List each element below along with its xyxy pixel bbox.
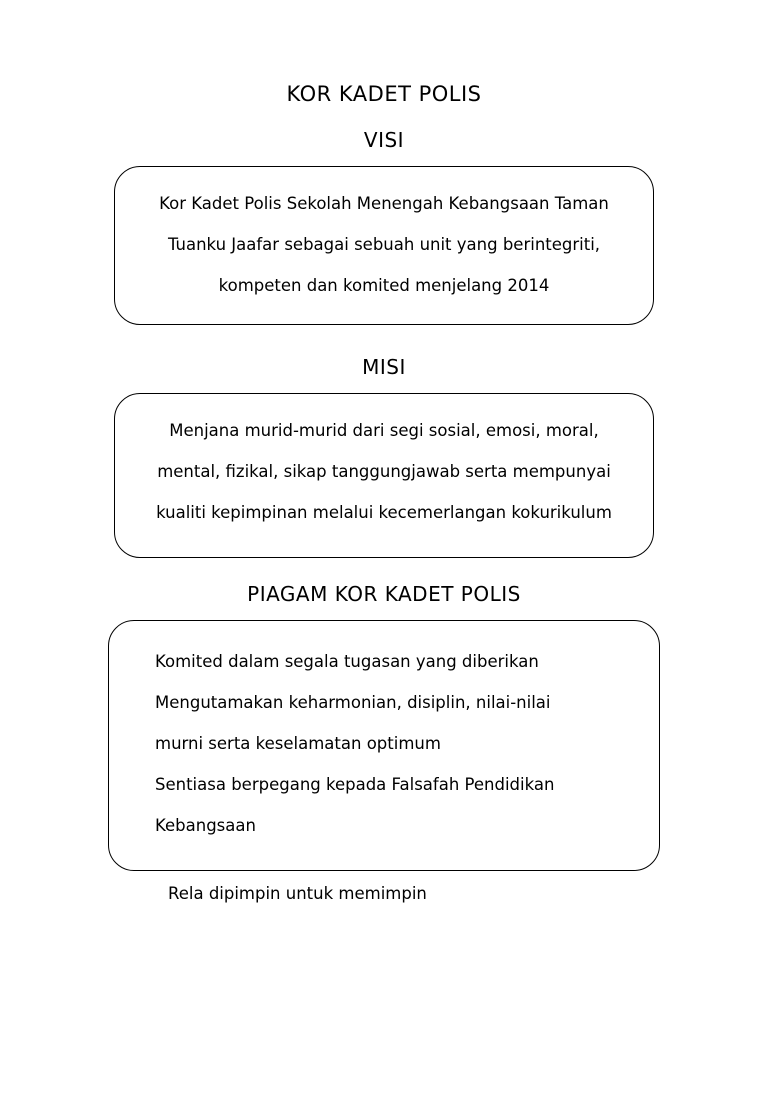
visi-box (114, 166, 654, 325)
misi-line: Menjana murid-murid dari segi sosial, emosi, moral, (169, 421, 599, 440)
misi-line: kualiti kepimpinan melalui kecemerlangan kokurikulum (156, 503, 612, 522)
piagam-box (108, 620, 660, 871)
piagam-line: Kebangsaan (155, 816, 256, 835)
visi-line: Kor Kadet Polis Sekolah Menengah Kebangsaan Taman (159, 194, 609, 213)
piagam-line: Mengutamakan keharmonian, disiplin, nilai-nilai (155, 693, 551, 712)
piagam-line: murni serta keselamatan optimum (155, 734, 441, 753)
section-heading-piagam: PIAGAM KOR KADET POLIS (247, 582, 521, 606)
visi-line: Tuanku Jaafar sebagai sebuah unit yang berintegriti, (167, 235, 601, 254)
page-title: KOR KADET POLIS (286, 82, 482, 106)
piagam-line: Sentiasa berpegang kepada Falsafah Pendidikan (155, 775, 555, 794)
piagam-line: Komited dalam segala tugasan yang diberikan (155, 652, 539, 671)
document-page (0, 82, 768, 1106)
section-heading-visi: VISI (363, 128, 405, 152)
piagam-overflow-line: Rela dipimpin untuk memimpin (168, 884, 427, 903)
misi-box (114, 393, 654, 558)
misi-line: mental, fizikal, sikap tanggungjawab serta mempunyai (157, 462, 611, 481)
visi-line: kompeten dan komited menjelang 2014 (218, 276, 550, 295)
section-heading-misi: MISI (362, 355, 406, 379)
